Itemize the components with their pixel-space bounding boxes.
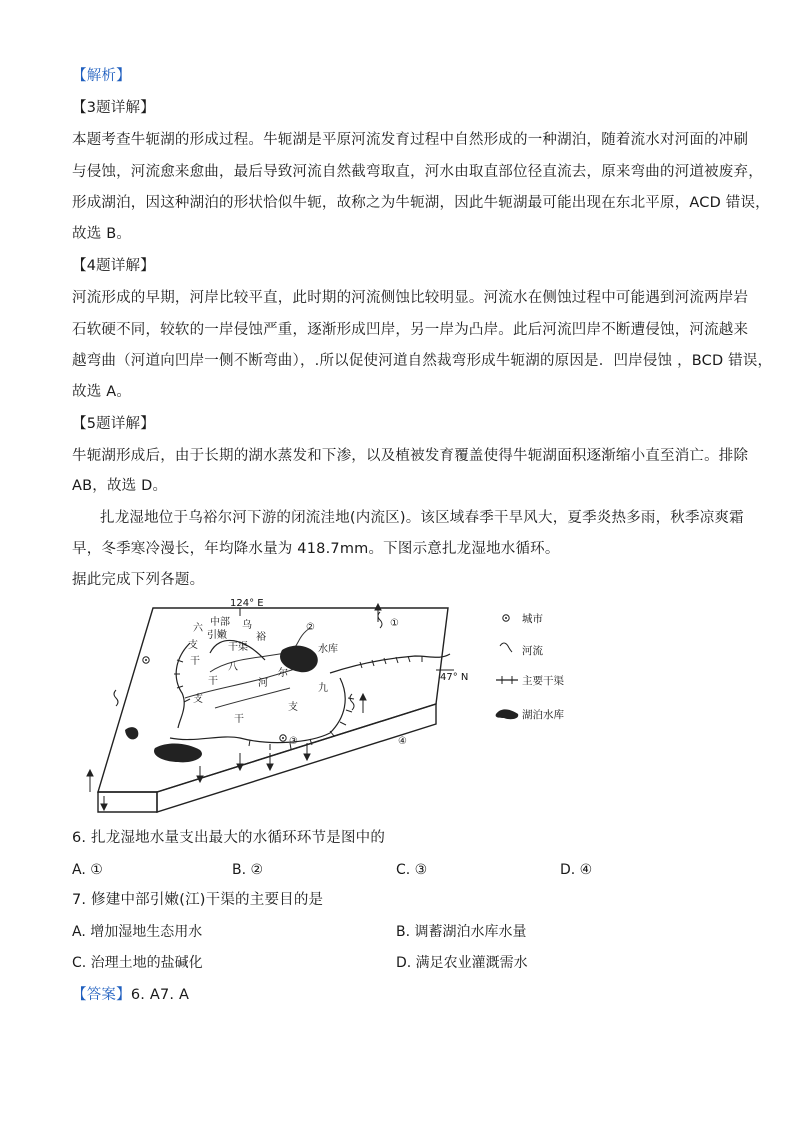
- label-jiu: 九: [318, 683, 328, 694]
- label-liu: 六: [193, 623, 203, 634]
- q5-line-2: AB，故选 D。: [72, 478, 168, 494]
- q6-option-d: D. ④: [560, 862, 593, 878]
- label-shuiku: 水库: [318, 644, 338, 655]
- passage-instruction: 据此完成下列各题。: [72, 572, 205, 588]
- q7-option-d: D. 满足农业灌溉需水: [396, 955, 528, 971]
- q4-line-2: 石软硬不同，较软的一岸侵蚀严重，逐渐形成凹岸，另一岸为凸岸。此后河流凹岸不断遭侵蚀，河流越来: [72, 322, 749, 338]
- label-ba: 八: [228, 662, 238, 673]
- legend-river: [500, 643, 543, 657]
- q6-option-c: C. ③: [396, 862, 428, 878]
- label-circle-3: ③: [289, 736, 298, 747]
- label-zhi-2: 支: [193, 694, 203, 705]
- q3-heading: 【3题详解】: [72, 100, 155, 116]
- water-cycle-arrows: [87, 604, 381, 810]
- canal-east: [330, 654, 450, 673]
- label-yinnen: 引嫩: [207, 630, 227, 641]
- q4-heading: 【4题详解】: [72, 258, 155, 274]
- label-er: 尔: [278, 668, 288, 679]
- label-latitude: 47° N: [440, 672, 469, 683]
- answer-text: 6. A7. A: [130, 987, 190, 1003]
- legend-city: [503, 612, 544, 625]
- label-wu: 乌: [242, 620, 252, 631]
- q6-stem: 6. 扎龙湿地水量支出最大的水循环环节是图中的: [72, 830, 386, 846]
- legend-lake-label: 湖泊水库: [522, 709, 564, 721]
- zhalong-water-cycle-map: [60, 598, 580, 814]
- q7-option-c: C. 治理土地的盐碱化: [72, 955, 203, 971]
- map-legend: [496, 612, 565, 721]
- q7-option-a: A. 增加湿地生态用水: [72, 924, 203, 940]
- q7-option-b: B. 调蓄湖泊水库水量: [396, 924, 527, 940]
- answer-tag: 【答案】: [72, 987, 131, 1003]
- analysis-heading: 【解析】: [72, 68, 131, 84]
- label-ganqu: 干渠: [228, 642, 248, 653]
- q6-option-b: B. ②: [232, 862, 264, 878]
- q4-line-4: 故选 A。: [72, 384, 132, 400]
- label-zhongbu: 中部: [210, 617, 230, 628]
- river-branch: [215, 688, 290, 708]
- q3-line-2: 与侵蚀，河流愈来愈曲，最后导致河流自然截弯取直，河水由取直部位径直流去，原来弯曲的河道被废弃，: [72, 164, 763, 180]
- label-circle-1: ①: [390, 618, 399, 629]
- label-gan-1: 干: [190, 656, 200, 667]
- q4-line-1: 河流形成的早期，河岸比较平直，此时期的河流侧蚀比较明显。河流水在侧蚀过程中可能遇到河流两岸岩: [72, 290, 749, 306]
- q5-line-1: 牛轭湖形成后，由于长期的湖水蒸发和下渗，以及植被发育覆盖使得牛轭湖面积逐渐缩小直至消亡。排除: [72, 448, 749, 464]
- lake-southwest-1: [154, 744, 202, 763]
- label-circle-4: ④: [398, 736, 407, 747]
- label-yu: 裕: [256, 632, 266, 643]
- q3-line-4: 故选 B。: [72, 226, 132, 242]
- label-gan-2: 干: [208, 676, 218, 687]
- q5-heading: 【5题详解】: [72, 416, 155, 432]
- q7-stem: 7. 修建中部引嫩(江)干渠的主要目的是: [72, 892, 324, 908]
- passage-line-1: 扎龙湿地位于乌裕尔河下游的闭流洼地(内流区)。该区域春季干旱风大，夏季炎热多雨，秋季凉爽霜: [100, 510, 744, 526]
- q3-line-1: 本题考查牛轭湖的形成过程。牛轭湖是平原河流发育过程中自然形成的一种湖泊，随着流水对河面的冲刷: [72, 132, 749, 148]
- answer-line: [72, 985, 189, 1005]
- legend-city-label: 城市: [522, 613, 543, 625]
- legend-canal: [496, 675, 564, 687]
- q4-line-3: 越弯曲（河道向凹岸一侧不断弯曲），.所以促使河道自然裁弯形成牛轭湖的原因是．凹岸侵蚀 ，BCD 错误，: [72, 353, 773, 369]
- legend-canal-label: 主要干渠: [522, 675, 564, 687]
- label-zhi-3: 支: [288, 702, 298, 713]
- lake-southwest-2: [125, 727, 138, 739]
- q6-option-a: A. ①: [72, 862, 103, 878]
- q3-line-3: 形成湖泊，因这种湖泊的形状恰似牛轭，故称之为牛轭湖，因此牛轭湖最可能出现在东北平原，ACD 错误，: [72, 195, 770, 211]
- label-longitude: 124° E: [230, 598, 264, 609]
- label-he: 河: [258, 678, 268, 689]
- label-circle-2: ②: [306, 622, 315, 633]
- passage-line-2: 早，冬季寒冷漫长，年均降水量为 418.7mm。下图示意扎龙湿地水循环。: [72, 541, 560, 557]
- label-gan-3: 干: [234, 714, 244, 725]
- map-front-left-face: [98, 792, 157, 812]
- legend-lake: [496, 708, 565, 721]
- legend-river-label: 河流: [522, 645, 543, 657]
- canal-west: [176, 643, 190, 728]
- label-zhi-1: 支: [188, 640, 198, 651]
